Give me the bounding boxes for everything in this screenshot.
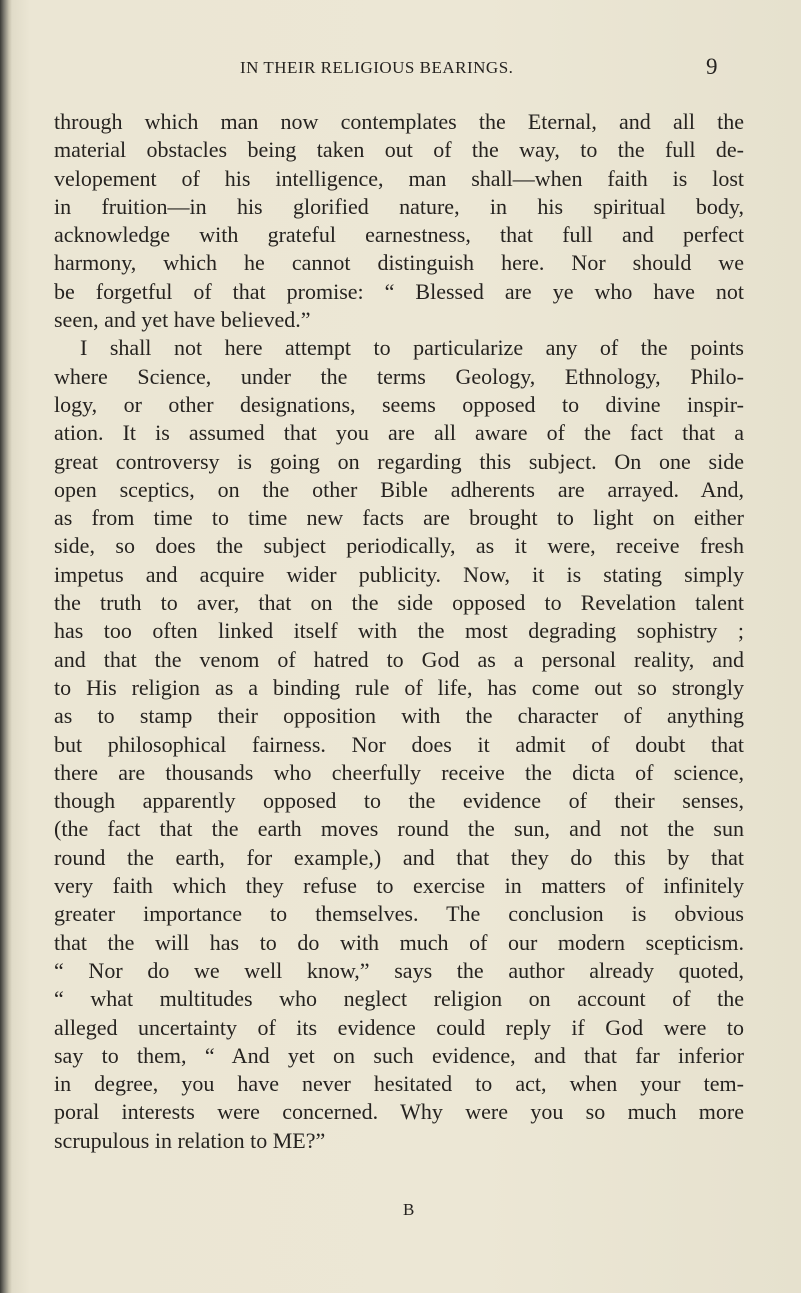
running-head-title: IN THEIR RELIGIOUS BEARINGS.	[240, 58, 514, 77]
text-line: ation. It is assumed that you are all aware of the fact that a	[54, 420, 744, 446]
text-line: “ Nor do we well know,” says the author already quoted,	[54, 957, 744, 983]
text-line: be forgetful of that promise: “ Blessed are ye who have not	[54, 278, 744, 304]
text-line: velopement of his intelligence, man shall—when faith is lost	[54, 165, 744, 191]
text-line: greater importance to themselves. The conclusion is obvious	[54, 901, 744, 927]
text-line: though apparently opposed to the evidence of their senses,	[54, 788, 744, 814]
body-text	[54, 108, 744, 1155]
text-line: there are thousands who cheerfully receive the dicta of science,	[54, 759, 744, 785]
text-line: open sceptics, on the other Bible adherents are arrayed. And,	[54, 476, 744, 502]
text-line: acknowledge with grateful earnestness, that full and perfect	[54, 222, 744, 248]
text-line: say to them, “ And yet on such evidence, and that far inferior	[54, 1042, 744, 1068]
text-line: as to stamp their opposition with the character of anything	[54, 703, 744, 729]
text-line: seen, and yet have believed.”	[54, 307, 311, 333]
page-number: 9	[706, 54, 718, 79]
text-line: side, so does the subject periodically, as it were, receive fresh	[54, 533, 744, 559]
text-line: impetus and acquire wider publicity. Now, it is stating simply	[54, 561, 744, 587]
text-line: harmony, which he cannot distinguish here. Nor should we	[54, 250, 744, 276]
text-line: great controversy is going on regarding this subject. On one side	[54, 448, 744, 474]
running-head	[0, 54, 801, 82]
text-line: and that the venom of hatred to God as a personal reality, and	[54, 646, 744, 672]
text-line: that the will has to do with much of our modern scepticism.	[54, 929, 744, 955]
text-line: in fruition—in his glorified nature, in his spiritual body,	[54, 193, 744, 219]
book-gutter	[0, 0, 12, 1293]
text-line: as from time to time new facts are brought to light on either	[54, 505, 744, 531]
text-line: round the earth, for example,) and that they do this by that	[54, 844, 744, 870]
text-line: but philosophical fairness. Nor does it admit of doubt that	[54, 731, 744, 757]
signature-mark: B	[403, 1200, 415, 1219]
text-line: where Science, under the terms Geology, Ethnology, Philo-	[54, 363, 744, 389]
text-line: very faith which they refuse to exercise in matters of infinitely	[54, 873, 744, 899]
text-line: through which man now contemplates the Eternal, and all the	[54, 109, 744, 134]
text-line: alleged uncertainty of its evidence could reply if God were to	[54, 1014, 744, 1040]
text-line: (the fact that the earth moves round the sun, and not the sun	[54, 816, 744, 842]
text-line: scrupulous in relation to ME?”	[54, 1127, 326, 1153]
text-line: “ what multitudes who neglect religion on account of the	[54, 986, 744, 1012]
text-line: in degree, you have never hesitated to act, when your tem-	[54, 1071, 744, 1097]
text-line: material obstacles being taken out of the way, to the full de-	[54, 137, 744, 163]
text-line: has too often linked itself with the most degrading sophistry ;	[54, 618, 744, 644]
text-line: logy, or other designations, seems opposed to divine inspir-	[54, 391, 744, 417]
text-line: I shall not here attempt to particularize any of the points	[80, 335, 744, 361]
text-line: poral interests were concerned. Why were you so much more	[54, 1099, 744, 1125]
text-line: the truth to aver, that on the side opposed to Revelation talent	[54, 590, 744, 616]
text-line: to His religion as a binding rule of life, has come out so strongly	[54, 674, 744, 700]
